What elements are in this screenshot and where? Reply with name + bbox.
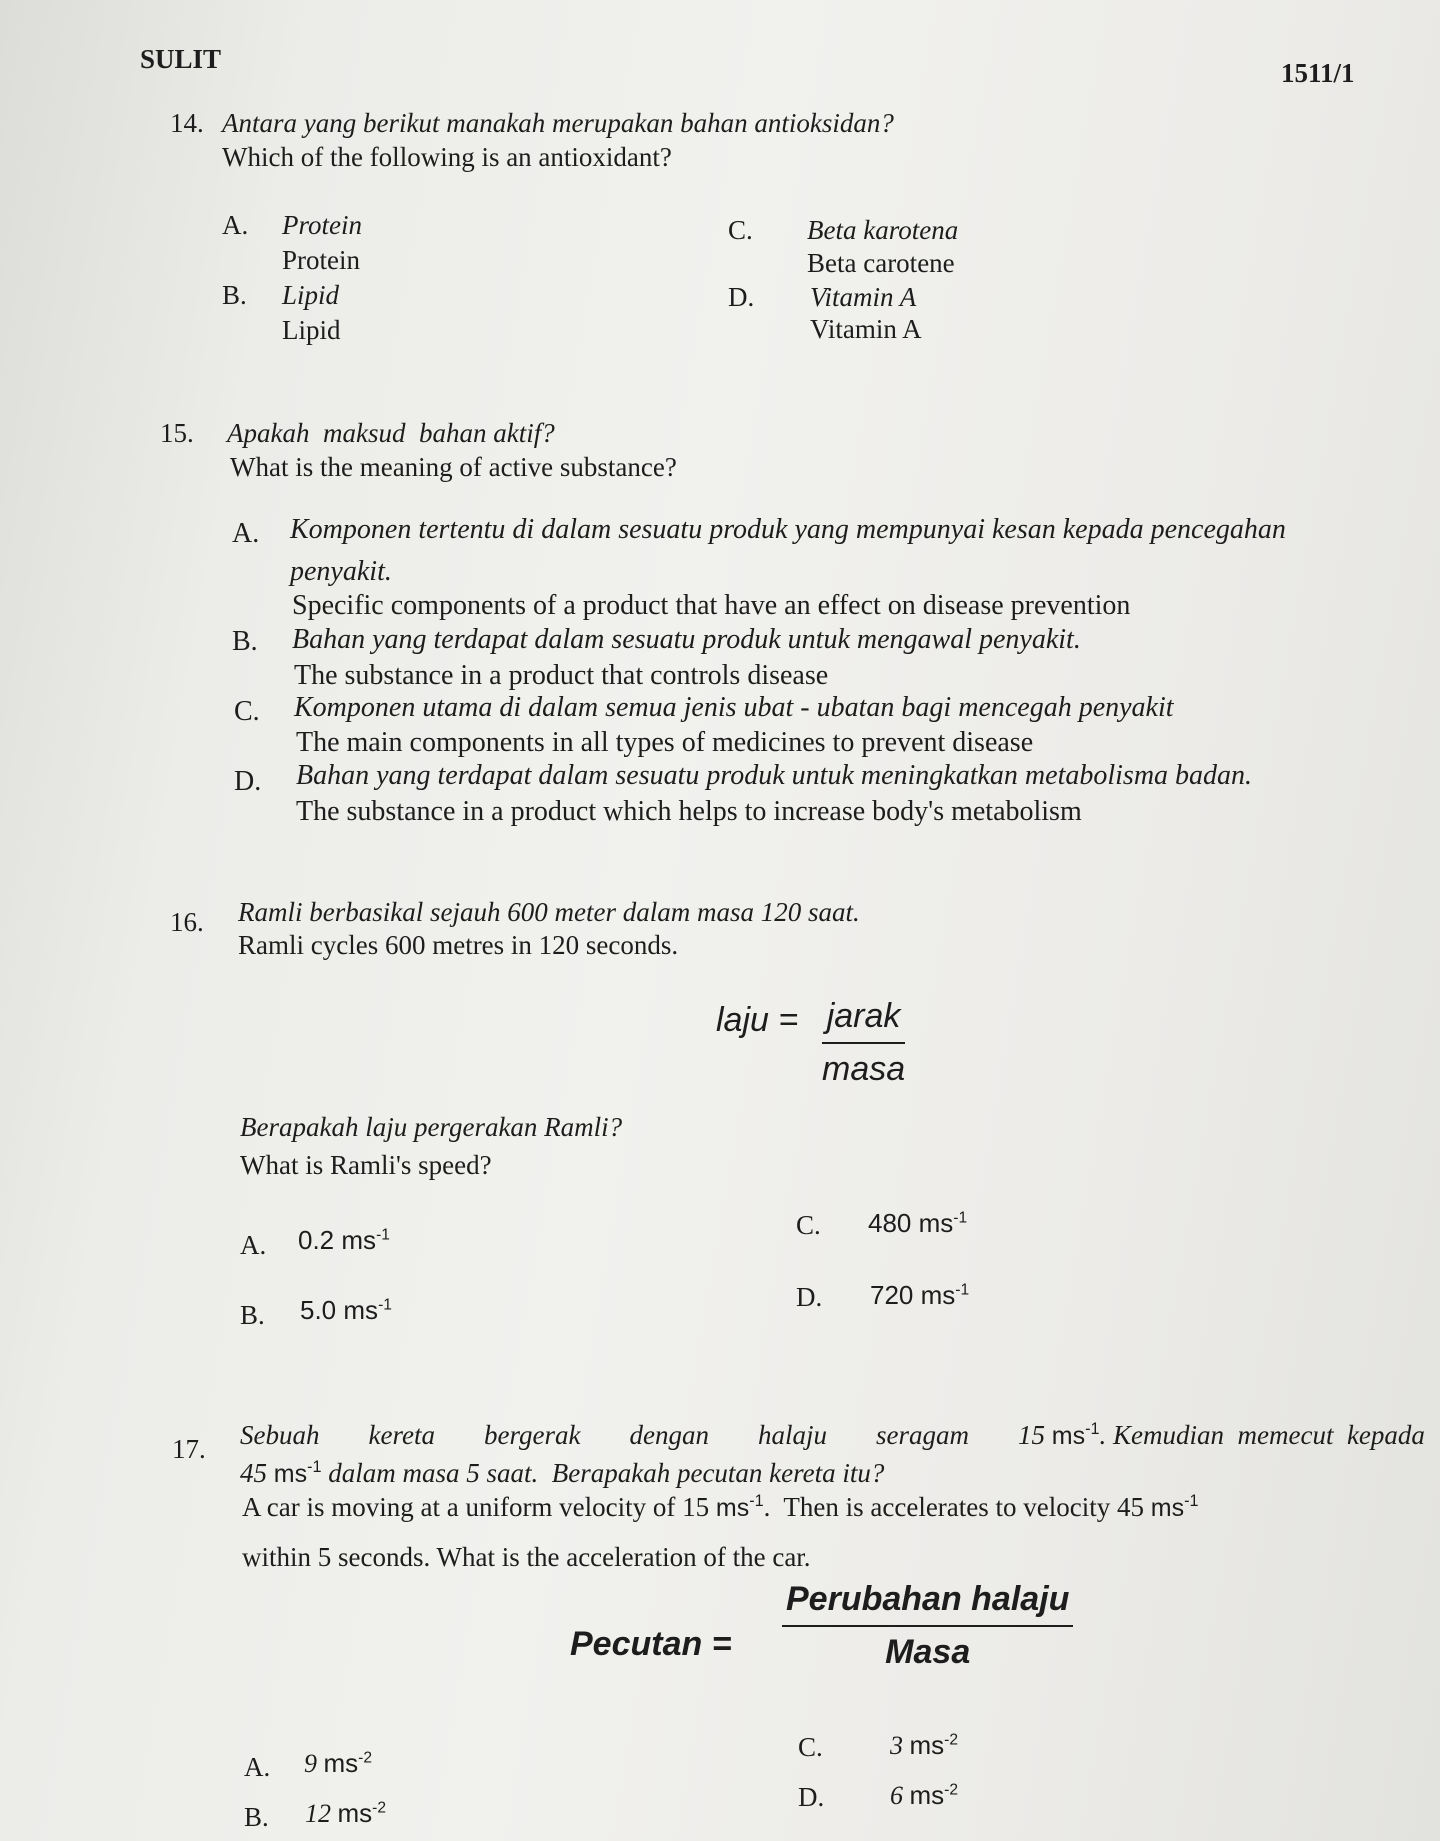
question-text-en: Ramli cycles 600 metres in 120 seconds. — [238, 930, 679, 960]
formula-denominator: masa — [822, 1050, 906, 1088]
option-letter: D. — [796, 1282, 823, 1312]
question-text-ms: Apakah maksud bahan aktif? — [227, 418, 555, 448]
question-text-ms-line1: Sebuah kereta bergerak dengan halaju seragam 15 $ms^{-1}$. Kemudian memecut kepada — [240, 1420, 1425, 1450]
option-text-ms-cont: penyakit. — [290, 556, 392, 587]
option-text-en: The substance in a product that controls disease — [294, 660, 829, 691]
formula-numerator: jarak — [822, 997, 905, 1044]
option-letter: D. — [728, 282, 755, 312]
option-value: 3 $ms^{-2}$ — [890, 1730, 959, 1760]
option-letter: C. — [728, 215, 753, 245]
option-text-en: Vitamin A — [810, 314, 922, 344]
question-ask-ms: Berapakah laju pergerakan Ramli? — [240, 1112, 623, 1142]
question-text-en-line2: within 5 seconds. What is the acceleration of the car. — [242, 1542, 811, 1572]
option-letter: B. — [232, 626, 258, 657]
question-number: 15. — [160, 418, 194, 448]
option-letter: C. — [796, 1210, 821, 1240]
formula-denominator: Masa — [885, 1633, 971, 1671]
option-text-ms: Bahan yang terdapat dalam sesuatu produk untuk mengawal penyakit. — [292, 624, 1081, 655]
question-text-en: What is the meaning of active substance? — [230, 452, 677, 482]
option-value: 9 $ms^{-2}$ — [304, 1748, 373, 1778]
option-text-en: Beta carotene — [807, 248, 955, 278]
question-text-en: Which of the following is an antioxidant? — [222, 142, 672, 172]
option-text-ms: Lipid — [282, 280, 340, 310]
question-text-ms: Ramli berbasikal sejauh 600 meter dalam masa 120 saat. — [238, 897, 860, 927]
question-number: 17. — [172, 1434, 206, 1464]
option-letter: A. — [222, 210, 249, 240]
option-value: 0.2 $ms^{-1}$ — [298, 1225, 390, 1255]
option-text-ms: Komponen utama di dalam semua jenis ubat - ubatan bagi mencegah penyakit — [294, 692, 1174, 723]
formula-lhs: laju = — [716, 1001, 799, 1039]
option-value: 12 $ms^{-2}$ — [305, 1798, 387, 1828]
question-number: 14. — [170, 108, 204, 138]
question-number: 16. — [170, 907, 204, 937]
option-letter: A. — [240, 1230, 267, 1260]
option-text-en: The main components in all types of medicines to prevent disease — [296, 727, 1034, 758]
option-letter: D. — [234, 766, 262, 797]
option-value: 5.0 $ms^{-1}$ — [300, 1295, 392, 1325]
option-text-en: Lipid — [282, 315, 341, 345]
formula-numerator: Perubahan halaju — [782, 1580, 1073, 1627]
option-letter: C. — [798, 1732, 823, 1762]
header-paper-code: 1511/1 — [1281, 58, 1355, 88]
option-value: 480 $ms^{-1}$ — [868, 1208, 968, 1238]
question-text-ms-line2: 45 $ms^{-1}$ dalam masa 5 saat. Berapakah pecutan kereta itu? — [240, 1458, 885, 1488]
formula-fraction — [782, 1580, 1073, 1672]
option-text-en: The substance in a product which helps to increase body's metabolism — [296, 796, 1082, 827]
option-text-en: Protein — [282, 245, 360, 275]
option-letter: B. — [244, 1802, 269, 1832]
option-text-ms: Protein — [282, 210, 362, 240]
question-ask-en: What is Ramli's speed? — [240, 1150, 492, 1180]
question-text-ms: Antara yang berikut manakah merupakan bahan antioksidan? — [222, 108, 894, 138]
option-letter: D. — [798, 1782, 825, 1812]
formula-fraction — [822, 997, 905, 1089]
option-letter: C. — [234, 696, 260, 727]
option-letter: A. — [244, 1752, 271, 1782]
option-letter: A. — [232, 518, 260, 549]
option-text-en: Specific components of a product that have an effect on disease prevention — [292, 590, 1131, 621]
header-sulit: SULIT — [140, 44, 222, 74]
formula-lhs: Pecutan = — [570, 1625, 732, 1663]
option-letter: B. — [222, 280, 247, 310]
option-text-ms: Bahan yang terdapat dalam sesuatu produk untuk meningkatkan metabolisma badan. — [296, 760, 1253, 791]
option-text-ms: Beta karotena — [807, 215, 959, 245]
option-text-ms: Komponen tertentu di dalam sesuatu produk yang mempunyai kesan kepada pencegahan — [290, 514, 1286, 545]
option-text-ms: Vitamin A — [810, 282, 917, 312]
question-text-en-line1: A car is moving at a uniform velocity of 15 $ms^{-1}$. Then is accelerates to velocity 45 $ms^{-1}$ — [242, 1492, 1199, 1522]
option-value: 720 $ms^{-1}$ — [870, 1280, 970, 1310]
option-value: 6 $ms^{-2}$ — [890, 1780, 959, 1810]
option-letter: B. — [240, 1300, 265, 1330]
